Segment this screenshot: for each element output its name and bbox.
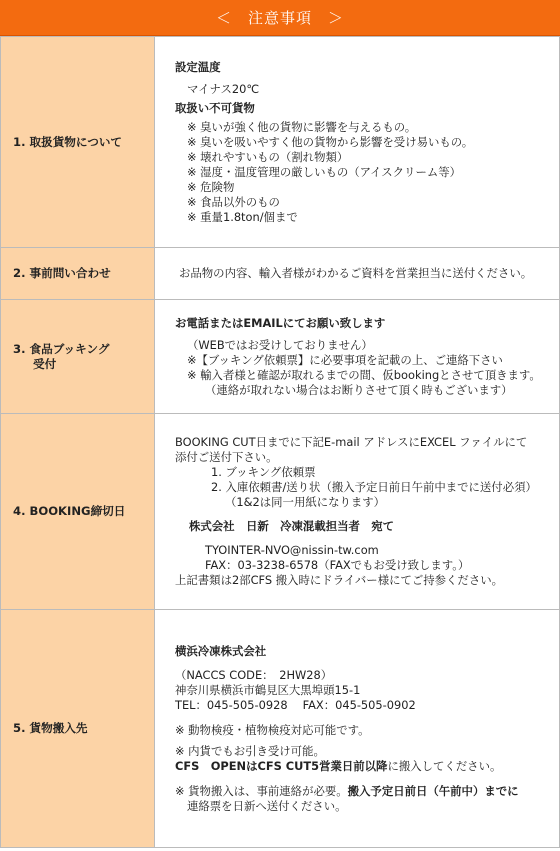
note-text: ※ 貨物搬入は、事前連絡が必要。 bbox=[175, 783, 348, 798]
list-item: ※ 臭いを吸いやすく他の貨物から影響を受け易いもの。 bbox=[187, 134, 474, 149]
body-text: 添付ご送付下さい。 bbox=[175, 450, 278, 464]
section-heading: 設定温度 bbox=[175, 59, 221, 74]
list-item: ※【ブッキング依頼票】に必要事項を記載の上、ご連絡下さい bbox=[187, 352, 503, 367]
row-label: 1. 取扱貨物について bbox=[1, 37, 155, 248]
temperature-value: マイナス20℃ bbox=[187, 81, 260, 96]
list-item: （1&2は同一用紙になります） bbox=[225, 495, 386, 509]
fax-number: FAX：03-3238-6578（FAXでもお受け致します。） bbox=[205, 558, 470, 572]
list-item: ※ 重量1.8ton/個まで bbox=[187, 209, 298, 224]
row-label: 5. 貨物搬入先 bbox=[1, 610, 155, 848]
row-content bbox=[155, 610, 560, 848]
list-item: 1. ブッキング依頼票 bbox=[211, 465, 316, 479]
list-item: ※ 壊れやすいもの（割れ物類） bbox=[187, 149, 349, 164]
table-row bbox=[1, 300, 560, 414]
body-text: 上記書類は2部CFS 搬入時にドライバー様にてご持参ください。 bbox=[175, 573, 503, 587]
list-item: ※ 食品以外のもの bbox=[187, 194, 280, 209]
body-text: BOOKING CUT日までに下記E-mail アドレスにEXCEL ファイルにて bbox=[175, 435, 528, 449]
table-row bbox=[1, 37, 560, 248]
row-content bbox=[155, 37, 560, 248]
row-label: 2. 事前問い合わせ bbox=[1, 248, 155, 300]
note-text: 連絡票を日新へ送付ください。 bbox=[187, 798, 347, 813]
row-label-line: 3. 食品ブッキング bbox=[13, 341, 110, 356]
note-text: ※ 動物検疫・植物検疫対応可能です。 bbox=[175, 722, 370, 737]
cfs-schedule: CFS OPENはCFS CUT5営業日前以降 bbox=[175, 758, 388, 773]
row-content: お品物の内容、輸入者様がわかるご資料を営業担当に送付ください。 bbox=[155, 248, 560, 300]
deadline-text: 搬入予定日前日（午前中）までに bbox=[347, 783, 519, 798]
row-content bbox=[155, 414, 560, 610]
note-text: ※ 内貨でもお引き受け可能。 bbox=[175, 743, 325, 758]
list-item: ※ 輸入者様と確認が取れるまでの間、仮bookingとさせて頂きます。 bbox=[187, 367, 541, 382]
section-heading: お電話またはEMAILにてお願い致します bbox=[175, 315, 386, 330]
section-heading: 取扱い不可貨物 bbox=[175, 100, 255, 115]
list-item: （連絡が取れない場合はお断りさせて頂く時もございます） bbox=[205, 382, 513, 397]
table-row bbox=[1, 610, 560, 848]
list-item: ※ 臭いが強く他の貨物に影響を与えるもの。 bbox=[187, 119, 417, 134]
note-text: （WEBではお受けしておりません） bbox=[187, 337, 373, 352]
email-address: TYOINTER-NVO@nissin-tw.com bbox=[205, 543, 379, 557]
list-item: ※ 危険物 bbox=[187, 179, 235, 194]
cfs-schedule-rest: に搬入してください。 bbox=[387, 758, 502, 773]
row-label bbox=[1, 300, 155, 414]
table-row bbox=[1, 414, 560, 610]
page-title: ＜ 注意事項 ＞ bbox=[0, 0, 560, 37]
row-label: 4. BOOKING締切日 bbox=[1, 414, 155, 610]
row-content bbox=[155, 300, 560, 414]
company-name: 横浜冷凍株式会社 bbox=[175, 643, 267, 658]
list-item: ※ 湿度・温度管理の厳しいもの（アイスクリーム等） bbox=[187, 164, 462, 179]
address: 神奈川県横浜市鶴見区大黒埠頭15-1 bbox=[175, 682, 361, 697]
table-row bbox=[1, 248, 560, 300]
naccs-code: （NACCS CODE： 2HW28） bbox=[175, 667, 333, 682]
row-label-line: 受付 bbox=[33, 356, 57, 371]
notice-table bbox=[0, 36, 560, 848]
contact-numbers: TEL：045-505-0928 FAX：045-505-0902 bbox=[175, 697, 416, 712]
addressee: 株式会社 日新 冷凍混載担当者 宛て bbox=[189, 519, 395, 533]
list-item: 2. 入庫依頼書/送り状（搬入予定日前日午前中までに送付必須） bbox=[211, 480, 537, 494]
